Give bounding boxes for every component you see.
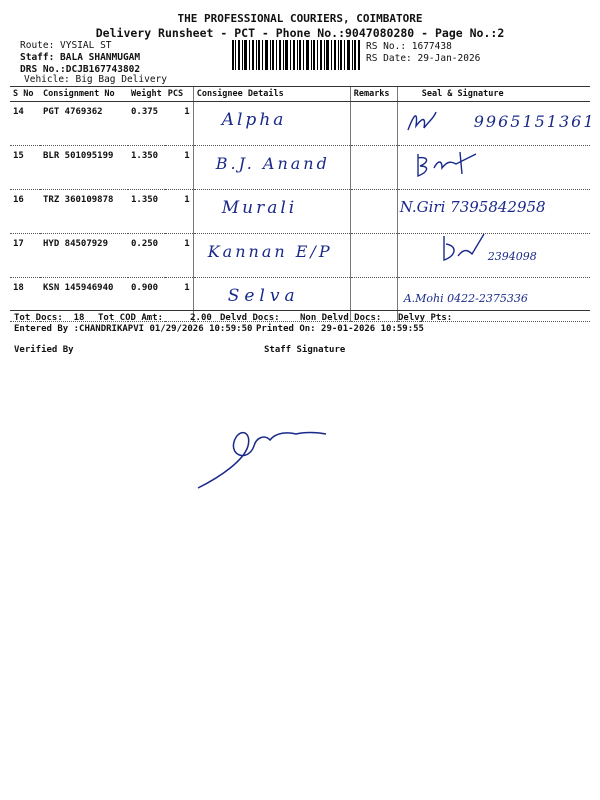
signature-mark	[438, 230, 488, 266]
col-consignee: Consignee Details	[193, 87, 350, 102]
cell-seal	[397, 190, 590, 234]
col-seal: Seal & Signature	[397, 87, 590, 102]
staff-signature-mark	[192, 416, 332, 496]
cell-sno: 14	[10, 102, 40, 146]
cell-consignee: Alpha	[193, 102, 350, 146]
col-weight: Weight	[128, 87, 165, 102]
cell-remarks	[350, 190, 397, 234]
cell-pcs: 1	[165, 146, 194, 190]
receiver-handwritten: A.Mohi 0422-2375336	[403, 292, 528, 305]
runsheet-title: Delivery Runsheet - PCT - Phone No.:9047080280 - Page No.:2	[95, 26, 505, 40]
staff-signature-label: Staff Signature	[264, 345, 346, 355]
table-row	[10, 234, 590, 278]
total-cod: Tot COD Amt: 2.00	[98, 313, 212, 323]
cell-remarks	[350, 234, 397, 278]
phone-handwritten: 9965151361	[473, 112, 596, 131]
cell-weight: 0.375	[128, 102, 165, 146]
cell-consignee: Selva	[193, 278, 350, 322]
cell-weight: 0.900	[128, 278, 165, 322]
entered-by: Entered By :CHANDRIKAPVI 01/29/2026 10:59:50	[14, 324, 253, 334]
cell-weight: 1.350	[128, 190, 165, 234]
cell-sno: 17	[10, 234, 40, 278]
table-row	[10, 146, 590, 190]
rs-number: RS No.: 1677438	[366, 41, 452, 52]
col-remarks: Remarks	[350, 87, 397, 102]
cell-pcs: 1	[165, 190, 194, 234]
signature-mark	[412, 146, 482, 182]
cell-sno: 18	[10, 278, 40, 322]
staff-label: Staff: BALA SHANMUGAM	[20, 52, 141, 63]
table-row	[10, 190, 590, 234]
verified-by-label: Verified By	[14, 345, 74, 355]
company-title: THE PROFESSIONAL COURIERS, COIMBATORE	[177, 12, 423, 25]
cell-consignee: Kannan E/P	[193, 234, 350, 278]
rs-date: RS Date: 29-Jan-2026	[366, 53, 481, 64]
receiver-handwritten: N.Giri 7395842958	[399, 198, 546, 216]
cell-pcs: 1	[165, 278, 194, 322]
drs-label: DRS No.:DCJB167743802	[20, 64, 141, 75]
cell-consignee: B.J. Anand	[193, 146, 350, 190]
cell-seal	[397, 146, 590, 190]
delivery-points: Delvy Pts:	[398, 313, 453, 323]
total-docs: Tot Docs: 18	[14, 313, 85, 323]
footer-divider	[10, 310, 590, 311]
cell-pcs: 1	[165, 234, 194, 278]
route-label: Route: VYSIAL ST	[20, 40, 112, 51]
cell-seal	[397, 102, 596, 146]
cell-consignment: HYD 84507929	[40, 234, 128, 278]
phone-handwritten: 2394098	[487, 250, 537, 263]
consignment-table	[10, 86, 596, 322]
cell-seal	[397, 234, 590, 278]
col-sno: S No	[10, 87, 40, 102]
non-delivered-docs: Non Delvd Docs:	[300, 313, 382, 323]
cell-consignment: TRZ 360109878	[40, 190, 128, 234]
vehicle-label: Vehicle: Big Bag Delivery	[24, 74, 167, 85]
barcode	[232, 40, 360, 70]
col-consignment: Consignment No	[40, 87, 128, 102]
table-row	[10, 102, 590, 146]
cell-consignment: KSN 145946940	[40, 278, 128, 322]
cell-consignment: PGT 4769362	[40, 102, 128, 146]
cell-remarks	[350, 102, 397, 146]
cell-remarks	[350, 146, 397, 190]
cell-weight: 1.350	[128, 146, 165, 190]
table-header-row	[10, 87, 590, 102]
cell-pcs: 1	[165, 102, 194, 146]
printed-on: Printed On: 29-01-2026 10:59:55	[256, 324, 424, 334]
delivered-docs: Delvd Docs:	[220, 313, 280, 323]
cell-consignee: Murali	[193, 190, 350, 234]
col-pcs: PCS	[165, 87, 194, 102]
cell-sno: 15	[10, 146, 40, 190]
cell-sno: 16	[10, 190, 40, 234]
signature-mark	[404, 104, 440, 138]
cell-weight: 0.250	[128, 234, 165, 278]
cell-consignment: BLR 501095199	[40, 146, 128, 190]
